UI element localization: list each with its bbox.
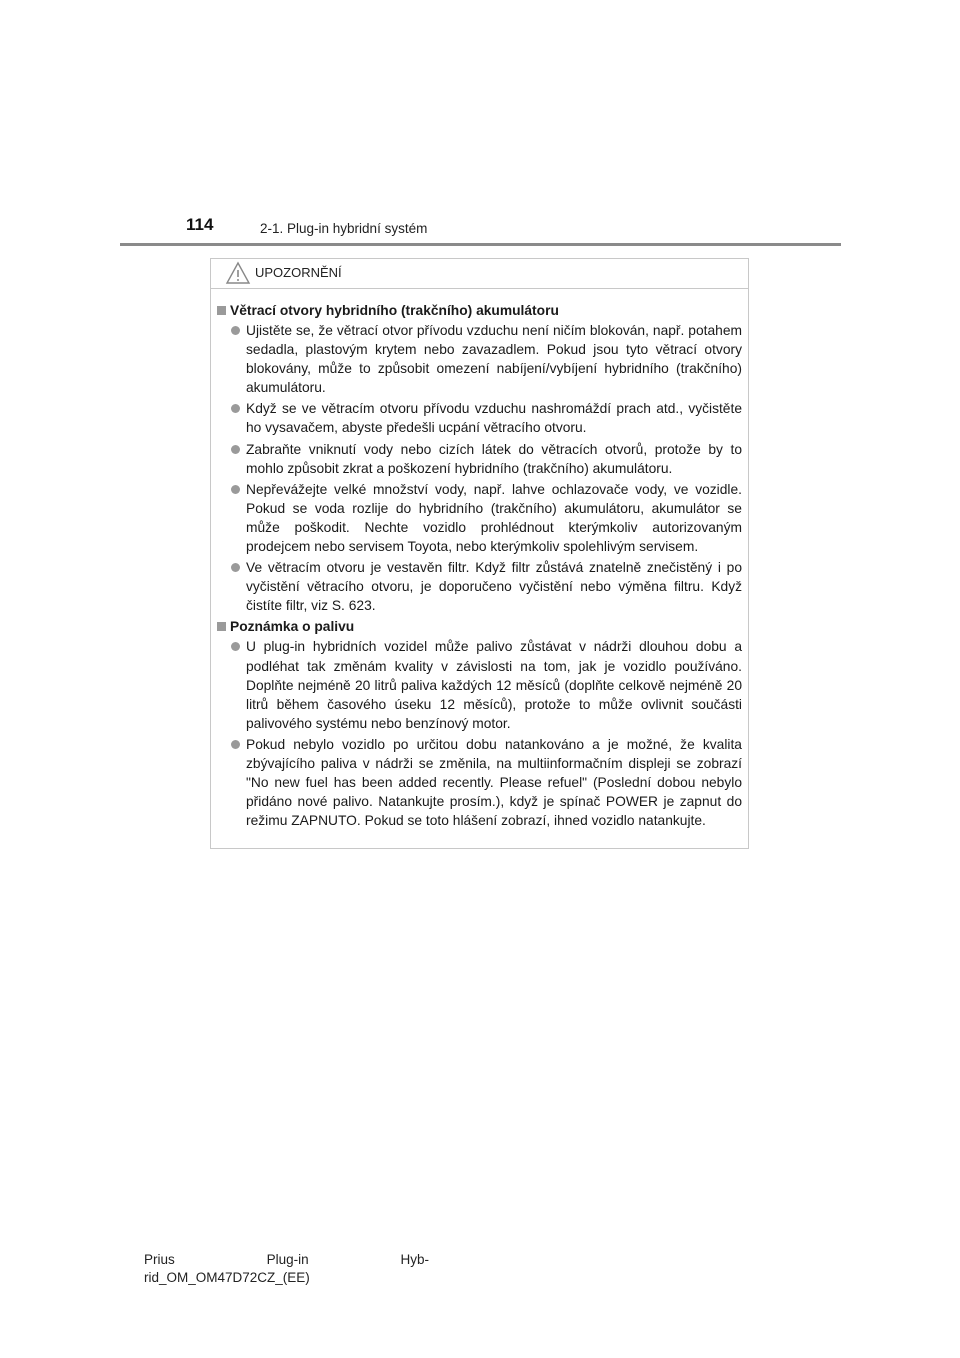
- warning-triangle-icon: [225, 261, 251, 285]
- section-heading: [217, 617, 742, 636]
- section-heading: [217, 301, 742, 320]
- page-number: 114: [186, 215, 214, 234]
- list-item: [231, 735, 742, 830]
- footer-word: Prius: [144, 1252, 175, 1267]
- list-item: [231, 321, 742, 397]
- list-item: [231, 637, 742, 732]
- square-bullet-icon: [217, 306, 226, 315]
- warning-header: [211, 259, 748, 289]
- list-item-text: Ve větracím otvoru je vestavěn filtr. Když filtr zůstává znatelně znečistěný i po vyčistění větracího otvoru, je doporučeno vyčistění nebo výměna filtru. Když čistíte filtr, viz S. 623.: [246, 560, 742, 614]
- bullet-icon: [231, 404, 240, 413]
- list-item: [231, 440, 742, 478]
- list-item-text: Nepřevážejte velké množství vody, např. lahve ochlazovače vody, ve vozidle. Pokud se voda rozlije do hybridního (trakčního) akumulátoru, akumulátor se může poškodit. Nechte vozidlo prohlédnout kterýmkoliv autorizovaným prodejcem nebo servisem Toyota, nebo kterýmkoliv spolehlivým servisem.: [246, 481, 742, 555]
- bullet-icon: [231, 642, 240, 651]
- bullet-icon: [231, 563, 240, 572]
- footer-line-2: rid_OM_OM47D72CZ_(EE): [144, 1270, 310, 1285]
- footer: [144, 1251, 429, 1287]
- list-item: [231, 558, 742, 615]
- list-item: [231, 399, 742, 437]
- footer-line-1: [144, 1251, 429, 1269]
- list-item-text: Ujistěte se, že větrací otvor přívodu vzduchu není ničím blokován, např. potahem sedadla, plastovým krytem nebo zavazadlem. Pokud jsou tyto větrací otvory blokovány, může to způsobit omezení nabíjení/vybíjení hybridního (trakčního) akumulátoru.: [246, 323, 742, 396]
- list-item-text: Zabraňte vniknutí vody nebo cizích látek do větracích otvorů, protože by to mohlo způsobit zkrat a poškození hybridního (trakčního) akumulátoru.: [246, 441, 742, 476]
- bullet-icon: [231, 485, 240, 494]
- square-bullet-icon: [217, 622, 226, 631]
- footer-word: Plug-in: [266, 1252, 309, 1267]
- list-item: [231, 480, 742, 556]
- list-item-text: Pokud nebylo vozidlo po určitou dobu natankováno a je možné, že kvalita zbývajícího paliva v nádrži se změnila, na multiinformačním displeji se zobrazí "No new fuel has been added recently. Please refuel" (Poslední dobou nebylo přidáno nové palivo. Natankujte prosím.), když je spínač POWER je zapnut do režimu ZAPNUTO. Pokud se toto hlášení zobrazí, ihned vozidlo natankujte.: [246, 736, 742, 829]
- bullet-icon: [231, 326, 240, 335]
- warning-box: [210, 258, 749, 849]
- list-item-text: U plug-in hybridních vozidel může palivo zůstávat v nádrži dlouhou dobu a podléhat tak změnám kvality v závislosti na tom, jak je vozidlo používáno. Doplňte nejméně 20 litrů paliva každých 12 měsíců (doplňte celkově nejméně 20 litrů během časového úseku 12 měsíců), protože to může ovlivnit součásti palivového systému nebo benzínový motor.: [246, 639, 742, 731]
- footer-word: Hyb-: [400, 1252, 429, 1267]
- section-title: 2-1. Plug-in hybridní systém: [260, 221, 428, 236]
- header-rule: [120, 243, 841, 246]
- warning-body: [211, 289, 748, 830]
- section-heading-text: Poznámka o palivu: [230, 619, 355, 635]
- bullet-icon: [231, 445, 240, 454]
- section-heading-text: Větrací otvory hybridního (trakčního) akumulátoru: [230, 303, 559, 318]
- list-item-text: Když se ve větracím otvoru přívodu vzduchu nashromáždí prach atd., vyčistěte ho vysavačem, abyste předešli ucpání větracího otvoru.: [246, 401, 742, 436]
- bullet-icon: [231, 740, 240, 749]
- warning-label: UPOZORNĚNÍ: [255, 265, 342, 280]
